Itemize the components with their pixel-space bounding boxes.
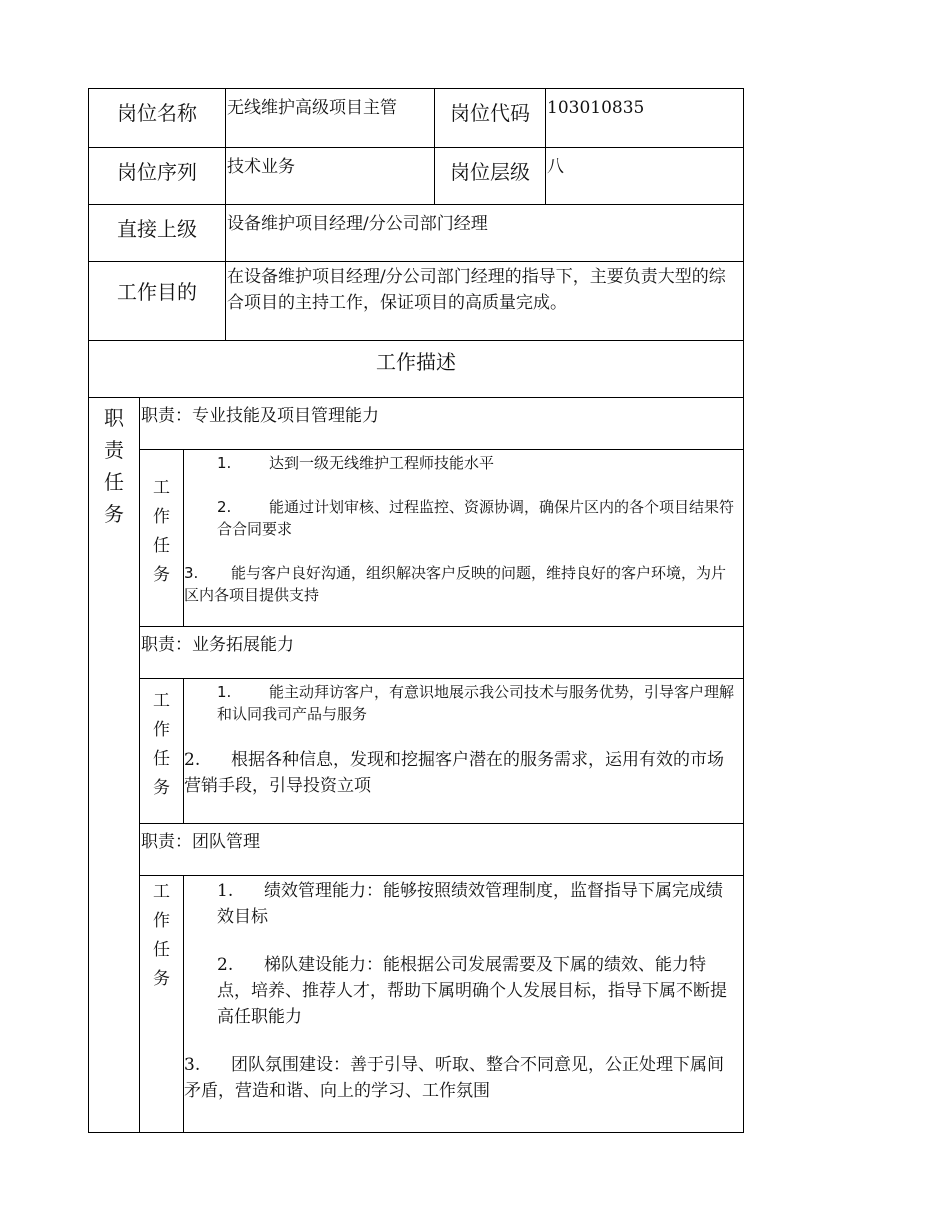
supervisor-label: 直接上级 [89,205,226,262]
duty-3-title: 职责：团队管理 [140,824,744,876]
sequence-label: 岗位序列 [89,148,226,205]
duty-2-row [89,627,744,679]
list-item: 2. 根据各种信息，发现和挖掘客户潜在的服务需求，运用有效的市场营销手段，引导投资立项 [184,750,724,796]
list-item: 3. 团队氛围建设：善于引导、听取、整合不同意见，公正处理下属间矛盾，营造和谐、向上的学习、工作氛围 [184,1055,724,1101]
position-name-value: 无线维护高级项目主管 [226,89,435,148]
list-item: 2. 能通过计划审核、过程监控、资源协调，确保片区内的各个项目结果符合合同要求 [217,498,735,538]
duty-3-tasks-row [89,876,744,1133]
objective-value: 在设备维护项目经理/分公司部门经理的指导下，主要负责大型的综合项目的主持工作，保证项目的高质量完成。 [226,262,744,341]
job-description-table [88,88,744,1133]
objective-label: 工作目的 [89,262,226,341]
list-item: 1. 能主动拜访客户，有意识地展示我公司技术与服务优势，引导客户理解和认同我司产品与服务 [217,683,735,723]
level-label: 岗位层级 [435,148,546,205]
row-sequence [89,148,744,205]
position-code-value: 103010835 [546,89,744,148]
duty-1-title: 职责：专业技能及项目管理能力 [140,398,744,450]
list-item: 1. 绩效管理能力：能够按照绩效管理制度，监督指导下属完成绩效目标 [217,881,723,927]
duty-2-task-list [184,679,744,824]
duty-2-task-label: 工 作 任 务 [140,679,184,824]
duty-3-row [89,824,744,876]
row-position-name [89,89,744,148]
duty-1-task-list [184,450,744,627]
supervisor-value: 设备维护项目经理/分公司部门经理 [226,205,744,262]
position-name-label: 岗位名称 [89,89,226,148]
list-item: 3. 能与客户良好沟通，组织解决客户反映的问题，维持良好的客户环境，为片区内各项目提供支持 [184,564,727,604]
duty-3-task-list [184,876,744,1133]
duty-1-row [89,398,744,450]
duty-2-tasks-row [89,679,744,824]
position-code-label: 岗位代码 [435,89,546,148]
sequence-value: 技术业务 [226,148,435,205]
duty-1-tasks-row [89,450,744,627]
duty-2-title: 职责：业务拓展能力 [140,627,744,679]
duty-3-task-label: 工 作 任 务 [140,876,184,1133]
list-item: 2. 梯队建设能力：能根据公司发展需要及下属的绩效、能力特点，培养、推荐人才，帮助下属明确个人发展目标，指导下属不断提高任职能力 [217,955,727,1027]
row-objective [89,262,744,341]
job-description-document [88,88,743,1133]
description-title: 工作描述 [89,341,744,398]
list-item: 1. 达到一级无线维护工程师技能水平 [217,454,495,472]
duties-side-label-cell [89,398,140,1133]
row-supervisor [89,205,744,262]
row-description-title [89,341,744,398]
duties-side-label: 职 责 任 务 [104,406,124,526]
level-value: 八 [546,148,744,205]
duty-1-task-label: 工 作 任 务 [140,450,184,627]
